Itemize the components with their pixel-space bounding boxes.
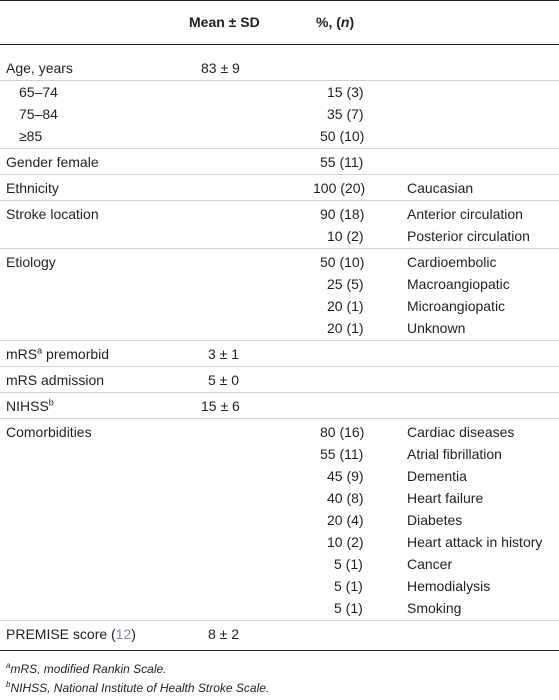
row-pct-gender: 55 (11) (320, 154, 364, 170)
row-label-nihss (6, 398, 54, 415)
row-pct-comorbidity-5: 20 (4) (327, 512, 364, 528)
row-label-age-75-84: 75–84 (19, 106, 58, 122)
row-pct-age-85: 50 (10) (320, 128, 365, 144)
row-pct-comorbidity-8: 5 (1) (334, 578, 363, 594)
row-desc-comorbidity-5: Diabetes (407, 512, 463, 528)
row-pct-age-75-84: 35 (7) (327, 106, 364, 122)
row-mean-mrs-premorbid: 3 ± 1 (208, 346, 240, 362)
row-rule (0, 80, 559, 81)
row-label-mrs-premorbid (6, 346, 109, 363)
row-desc-comorbidity-4: Heart failure (407, 490, 484, 506)
row-desc-comorbidity-3: Dementia (407, 468, 467, 484)
row-pct-comorbidity-4: 40 (8) (327, 490, 364, 506)
premise-label-close: ) (131, 626, 136, 642)
footnote-b-text: NIHSS, National Institute of Health Stroke Scale. (10, 681, 270, 695)
row-mean-premise-score: 8 ± 2 (208, 626, 240, 642)
row-pct-comorbidity-7: 5 (1) (334, 556, 363, 572)
row-label-stroke-location: Stroke location (6, 206, 99, 222)
footnote-a (6, 662, 167, 676)
row-label-age: Age, years (6, 60, 73, 76)
row-rule (0, 200, 559, 201)
row-desc-etiology-1: Cardioembolic (407, 254, 497, 270)
nihss-label: NIHSS (6, 398, 49, 414)
row-label-comorbidities: Comorbidities (6, 424, 92, 440)
row-pct-etiology-3: 20 (1) (327, 298, 364, 314)
table-top-rule (0, 0, 559, 1)
row-pct-etiology-4: 20 (1) (327, 320, 364, 336)
row-desc-etiology-2: Macroangiopatic (407, 276, 510, 292)
premise-reference-link[interactable]: 12 (115, 626, 132, 642)
row-mean-nihss: 15 ± 6 (201, 398, 240, 414)
row-rule (0, 418, 559, 419)
footnote-a-text: mRS, modified Rankin Scale. (10, 662, 167, 676)
row-desc-comorbidity-2: Atrial fibrillation (407, 446, 502, 462)
row-rule (0, 392, 559, 393)
header-rule (0, 44, 559, 45)
row-label-premise-score (6, 626, 136, 643)
footnote-a-mark: a (6, 661, 11, 670)
row-pct-stroke-anterior: 90 (18) (320, 206, 365, 222)
row-desc-comorbidity-7: Cancer (407, 556, 453, 572)
premise-label: PREMISE score ( (6, 626, 116, 642)
row-pct-comorbidity-2: 55 (11) (320, 446, 364, 462)
row-label-age-85: ≥85 (19, 128, 43, 144)
row-desc-comorbidity-6: Heart attack in history (407, 534, 543, 550)
row-pct-comorbidity-3: 45 (9) (327, 468, 364, 484)
row-label-gender: Gender female (6, 154, 99, 170)
row-pct-ethnicity: 100 (20) (313, 180, 366, 196)
row-desc-comorbidity-8: Hemodialysis (407, 578, 491, 594)
row-pct-etiology-2: 25 (5) (327, 276, 364, 292)
row-mean-age: 83 ± 9 (201, 60, 240, 76)
row-label-age-65-74: 65–74 (19, 84, 58, 100)
row-rule (0, 174, 559, 175)
row-pct-comorbidity-9: 5 (1) (334, 600, 363, 616)
header-n-italic: n (340, 14, 350, 30)
row-rule (0, 366, 559, 367)
row-rule (0, 148, 559, 149)
row-rule (0, 620, 559, 621)
row-pct-age-65-74: 15 (3) (327, 84, 364, 100)
row-desc-stroke-anterior: Anterior circulation (407, 206, 523, 222)
row-desc-etiology-3: Microangiopatic (407, 298, 506, 314)
header-percent-suffix: ) (349, 14, 355, 30)
header-mean-sd: Mean ± SD (189, 14, 260, 30)
header-percent-n (316, 14, 354, 31)
row-desc-comorbidity-1: Cardiac diseases (407, 424, 515, 440)
header-percent-prefix: %, ( (316, 14, 341, 30)
footnote-b-mark: b (6, 680, 11, 689)
row-rule (0, 248, 559, 249)
row-desc-etiology-4: Unknown (407, 320, 466, 336)
row-desc-comorbidity-9: Smoking (407, 600, 462, 616)
row-label-ethnicity: Ethnicity (6, 180, 59, 196)
footnote-b (6, 681, 269, 695)
row-pct-comorbidity-1: 80 (16) (320, 424, 365, 440)
mrs-premorbid-label: premorbid (42, 346, 110, 362)
nihss-footnote-mark: b (48, 397, 54, 408)
mrs-footnote-mark: a (37, 345, 43, 356)
row-desc-stroke-posterior: Posterior circulation (407, 228, 530, 244)
row-pct-stroke-posterior: 10 (2) (327, 228, 364, 244)
row-label-mrs-admission: mRS admission (6, 372, 105, 388)
table-bottom-rule (0, 650, 559, 651)
row-label-etiology: Etiology (6, 254, 56, 270)
row-desc-ethnicity: Caucasian (407, 180, 474, 196)
row-rule (0, 340, 559, 341)
mrs-label: mRS (6, 346, 38, 362)
row-mean-mrs-admission: 5 ± 0 (208, 372, 240, 388)
row-pct-etiology-1: 50 (10) (320, 254, 365, 270)
row-pct-comorbidity-6: 10 (2) (327, 534, 364, 550)
